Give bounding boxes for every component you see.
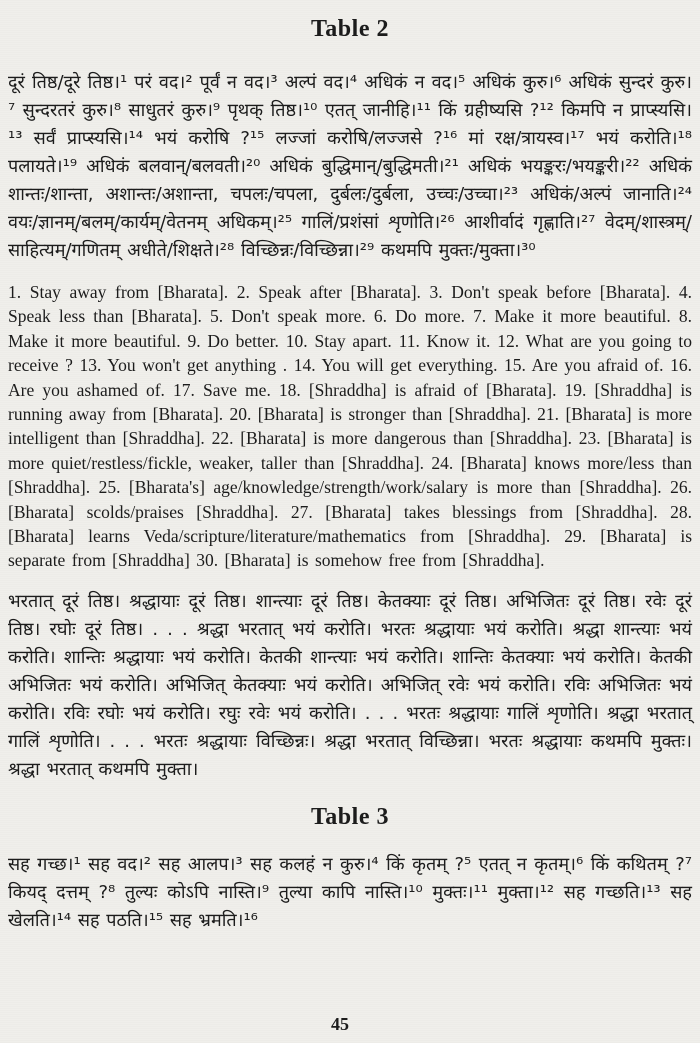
table2-heading: Table 2	[311, 16, 389, 42]
table3-sanskrit-phrases-paragraph: सह गच्छ।¹ सह वद।² सह आलप।³ सह कलहं न कुरु।⁴ किं कृतम् ?⁵ एतत् न कृतम्।⁶ किं कथितम् ?⁷ कियद् दत्तम् ?⁸ तुल्यः कोऽपि नास्ति।⁹ तुल्या कापि नास्ति।¹⁰ मुक्तः।¹¹ मुक्ता।¹² सह गच्छति।¹³ सह खेलति।¹⁴ सह पठति।¹⁵ सह भ्रमति।¹⁶	[8, 853, 692, 931]
page-number: 45	[331, 1014, 349, 1034]
english-translations-paragraph: 1. Stay away from [Bharata]. 2. Speak after [Bharata]. 3. Don't speak before [Bharata]. 4. Speak less than [Bharata]. 5. Don't speak more. 6. Do more. 7. Make it more beautiful. 8. Make it more beautiful. 9. Do better. 10. Stay apart. 11. Know it. 12. What are you going to receive ? 13. You won't get anything . 14. You will get everything. 15. Are you afraid of. 16. Are you ashamed of. 17. Save me. 18. [Shraddha] is afraid of [Bharata]. 19. [Shraddha] is running away from [Bharata]. 20. [Bharata] is stronger than [Shraddha]. 21. [Bharata] is more intelligent than [Shraddha]. 22. [Bharata] is more dangerous than [Shraddha]. 23. [Bharata] is more quiet/restless/fickle, weaker, taller than [Shraddha]. 24. [Bharata] knows more/less than [Shraddha]. 25. [Bharata's] age/knowledge/strength/work/salary is more than [Shraddha]. 26. [Bharata] scolds/praises [Shraddha]. 27. [Bharata] takes blessings from [Shraddha]. 28. [Bharata] learns Veda/scripture/literature/mathematics from [Shraddha]. 29. [Bharata] is separate from [Shraddha] 30. [Bharata] is somehow free from [Shraddha].	[8, 282, 692, 571]
table3-heading: Table 3	[311, 803, 389, 830]
sanskrit-practice-sentences-paragraph: भरतात् दूरं तिष्ठ। श्रद्धायाः दूरं तिष्ठ। शान्त्याः दूरं तिष्ठ। केतक्याः दूरं तिष्ठ। अभिजितः दूरं तिष्ठ। रवेः दूरं तिष्ठ। रघोः दूरं तिष्ठ। . . . श्रद्धा भरतात् भयं करोति। भरतः श्रद्धायाः भयं करोति। श्रद्धा शान्त्याः भयं करोति। शान्तिः श्रद्धायाः भयं करोति। केतकी शान्त्याः भयं करोति। शान्तिः केतक्याः भयं करोति। केतकी अभिजितः भयं करोति। अभिजित् केतक्याः भयं करोति। अभिजित् रवेः भयं करोति। रविः अभिजितः भयं करोति। रविः रघोः भयं करोति। रघुः रवेः भयं करोति। . . . भरतः श्रद्धायाः गालिं शृणोति। श्रद्धा भरतात् गालिं शृणोति। . . . भरतः श्रद्धायाः विच्छिन्नः। श्रद्धा भरतात् विच्छिन्ना। भरतः श्रद्धायाः कथमपि मुक्तः। श्रद्धा भरतात् कथमपि मुक्ता।	[8, 590, 692, 780]
table2-sanskrit-phrases-paragraph: दूरं तिष्ठ/दूरे तिष्ठ।¹ परं वद।² पूर्वं न वद।³ अल्पं वद।⁴ अधिकं न वद।⁵ अधिकं कुरु।⁶ अधिकं सुन्दरं कुरु।⁷ सुन्दरतरं कुरु।⁸ साधुतरं कुरु।⁹ पृथक् तिष्ठ।¹⁰ एतत् जानीहि।¹¹ किं ग्रहीष्यसि ?¹² किमपि न प्राप्स्यसि।¹³ सर्वं प्राप्स्यसि।¹⁴ भयं करोषि ?¹⁵ लज्जां करोषि/लज्जसे ?¹⁶ मां रक्ष/त्रायस्व।¹⁷ भयं करोति।¹⁸ पलायते।¹⁹ अधिकं बलवान्/बलवती।²⁰ अधिकं बुद्धिमान्/बुद्धिमती।²¹ अधिकं भयङ्करः/भयङ्करी।²² अधिकं शान्तः/शान्ता, अशान्तः/अशान्ता, चपलः/चपला, दुर्बलः/दुर्बला, उच्चः/उच्चा।²³ अधिकं/अल्पं जानाति।²⁴ वयः/ज्ञानम्/बलम्/कार्यम्/वेतनम् अधिकम्।²⁵ गालिं/प्रशंसां शृणोति।²⁶ आशीर्वादं गृह्णाति।²⁷ वेदम्/शास्त्रम्/साहित्यम्/गणितम् अधीते/शिक्षते।²⁸ विच्छिन्नः/विच्छिन्ना।²⁹ कथमपि मुक्तः/मुक्ता।³⁰	[8, 72, 692, 261]
